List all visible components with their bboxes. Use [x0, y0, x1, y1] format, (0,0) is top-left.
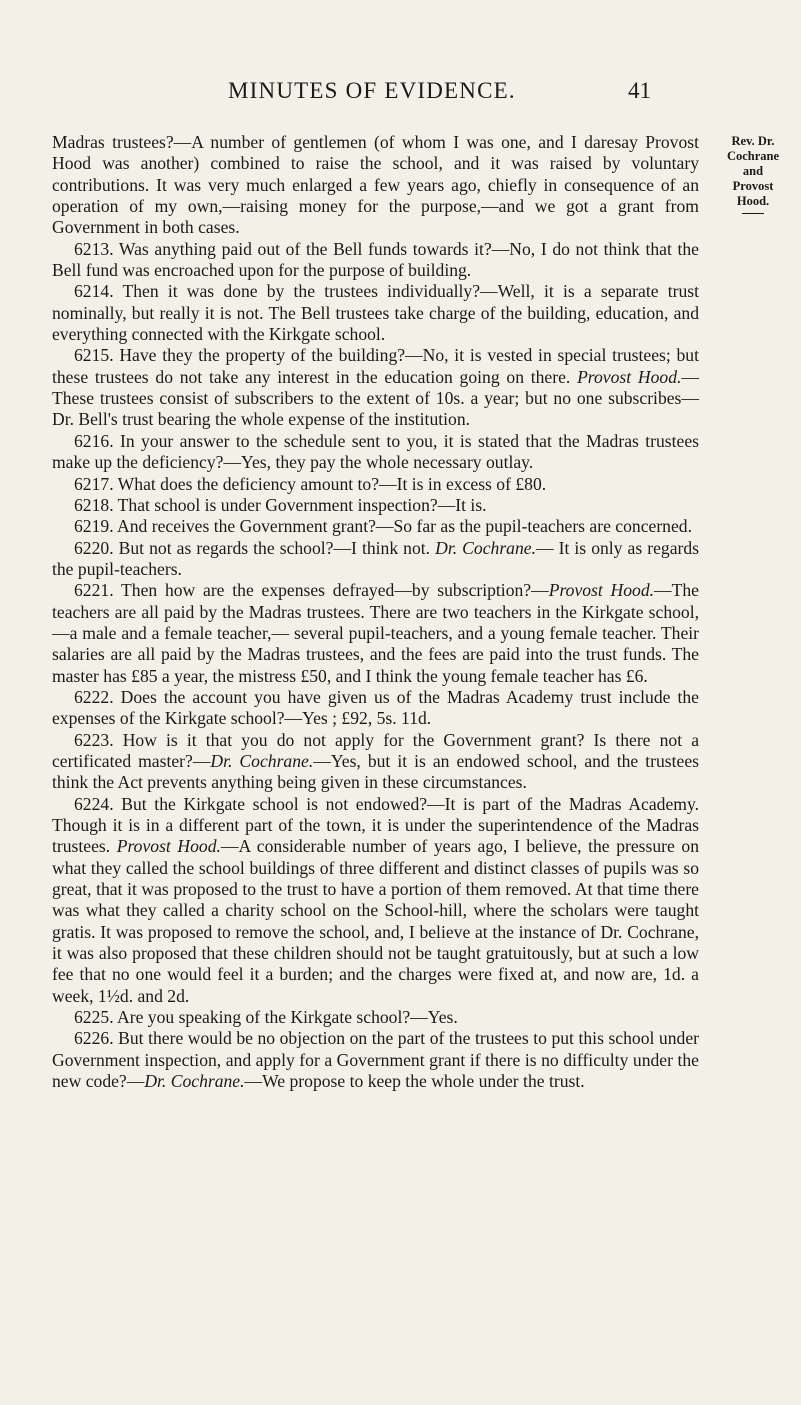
question-text: 6226. But there would be no objection on the part of the trustees to put this school under Government inspection, and apply for a Government grant if there is no difficulty under the new code?—: [52, 1028, 699, 1092]
margin-note-line: Hood.: [736, 194, 770, 208]
paragraph: 6217. What does the deficiency amount to?—It is in excess of £80.: [74, 473, 547, 494]
question-text: 6223. How is it that you do not apply for the Government grant? Is there not a certificated master?—: [52, 729, 699, 771]
speaker-name: Provost Hood.: [116, 836, 221, 857]
paragraph: 6214. Then it was done by the trustees individually?—Well, it is a separate trust nominally, but really it is not. The Bell trustees take charge of the building, education, and everything connected with the Kirkgate school.: [52, 281, 699, 345]
answer-text: —These trustees consist of subscribers to the extent of 10s. a year; but no one subscribes—Dr. Bell's trust bearing the whole expense of the institution.: [52, 366, 699, 430]
paragraph: 6219. And receives the Government grant?—So far as the pupil-teachers are concerned.: [74, 516, 692, 537]
paragraph: [52, 538, 699, 581]
speaker-name: Dr. Cochrane.: [435, 537, 536, 558]
margin-note-line: Provost: [732, 179, 774, 193]
question-text: 6220. But not as regards the school?—I think not.: [74, 537, 436, 558]
margin-note-line: and: [742, 164, 764, 178]
paragraph: 6216. In your answer to the schedule sent to you, it is stated that the Madras trustees make up the deficiency?—Yes, they pay the whole necessary outlay.: [52, 430, 699, 473]
answer-text: —Yes, but it is an endowed school, and the trustees think the Act prevents anything being given in these circumstances.: [52, 750, 699, 793]
paragraph: [52, 580, 699, 687]
paragraph: [52, 730, 699, 794]
page-number: 41: [628, 78, 651, 103]
paragraph: [52, 1028, 699, 1092]
answer-text: —We propose to keep the whole under the trust.: [244, 1071, 585, 1092]
page-title: MINUTES OF EVIDENCE.: [228, 78, 516, 103]
margin-note-rule: [742, 213, 764, 214]
question-text: 6215. Have they the property of the building?—No, it is vested in special trustees; but these trustees do not take any interest in the education going on there.: [52, 345, 699, 387]
answer-text: — It is only as regards the pupil-teachers.: [52, 537, 700, 579]
paragraph: Madras trustees?—A number of gentlemen (of whom I was one, and I daresay Provost Hood was another) combined to raise the school, and it was raised by voluntary contributions. It was very much enlarged a few years ago, chiefly in consequence of an operation of my own,—raising money for the purpose,—and we got a grant from Government in both cases.: [52, 132, 699, 238]
question-text: 6221. Then how are the expenses defrayed—by subscription?—: [74, 580, 549, 601]
paragraph: 6213. Was anything paid out of the Bell funds towards it?—No, I do not think that the Bell fund was encroached upon for the purpose of building.: [52, 238, 699, 281]
answer-text: —The teachers are all paid by the Madras trustees. There are two teachers in the Kirkgate school,—a male and a female teacher,— several pupil-teachers, and a young female teacher. Their salaries are all paid by the Madras trustees, and the fees are paid into the trust funds. The master has £85 a year, the mistress £50, and I think the young female teacher has £6.: [52, 580, 699, 686]
paragraph: 6225. Are you speaking of the Kirkgate school?—Yes.: [74, 1007, 458, 1028]
speaker-name: Provost Hood.: [577, 366, 682, 387]
paragraph: [52, 794, 699, 1007]
margin-note-line: Cochrane: [726, 149, 780, 163]
margin-note-line: Rev. Dr.: [731, 134, 775, 148]
paragraph: 6218. That school is under Government inspection?—It is.: [74, 494, 487, 515]
paragraph: 6222. Does the account you have given us of the Madras Academy trust include the expenses of the Kirkgate school?—Yes ; £92, 5s. 11d.: [52, 686, 699, 729]
answer-text: —A considerable number of years ago, I believe, the pressure on what they called the school buildings of three different and distinct classes of pupils was so great, that it was proposed to the trust to have a portion of them removed. At that time there was what they called a charity school on the School-hill, where the scholars were taught gratis. It was proposed to remove the school, and, I believe at the instance of Dr. Cochrane, it was also proposed that these children should not be taught gratuitously, but at such a low fee that no one would feel it a burden; and the charges were fixed at, and now are, 1d. a week, 1½d. and 2d.: [52, 836, 699, 1006]
margin-note: [711, 134, 795, 214]
speaker-name: Dr. Cochrane.: [144, 1071, 245, 1092]
evidence-text: [52, 132, 699, 1092]
speaker-name: Provost Hood.: [548, 580, 655, 601]
paragraph: [52, 345, 699, 430]
speaker-name: Dr. Cochrane.: [210, 750, 314, 771]
question-text: 6224. But the Kirkgate school is not endowed?—It is part of the Madras Academy. Though it is in a different part of the town, it is under the superintendence of the Madras trustees.: [52, 793, 699, 857]
